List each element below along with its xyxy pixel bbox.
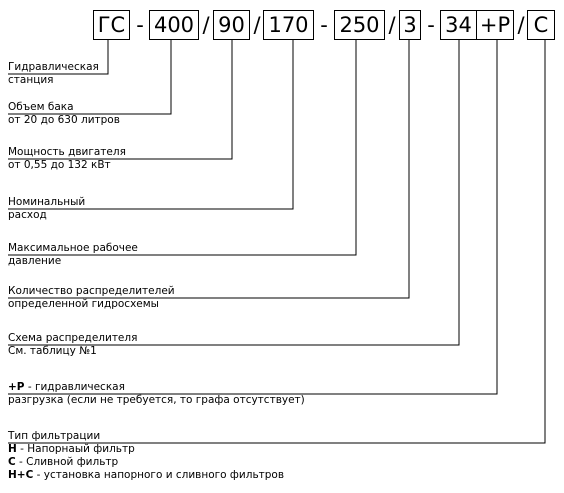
code-separator: -: [136, 12, 144, 37]
label-unload: [8, 381, 305, 407]
label-line: См. таблицу №1: [8, 345, 97, 357]
code-box-tank: 400: [149, 10, 199, 40]
code-box-pressure: 250: [334, 10, 385, 40]
code-separator: /: [253, 12, 261, 37]
label-line: Объем бака: [8, 101, 74, 113]
label-flow: [8, 196, 85, 222]
filter-title: Тип фильтрации: [8, 430, 101, 442]
label-line: от 0,55 до 132 кВт: [8, 159, 111, 171]
filter-code: Н: [8, 443, 17, 455]
label-line: Схема распределителя: [8, 332, 138, 344]
label-line: от 20 до 630 литров: [8, 114, 120, 126]
label-motor: [8, 146, 126, 172]
filter-item: [8, 443, 284, 456]
code-separator: /: [517, 12, 525, 37]
label-distributor-scheme: [8, 332, 137, 358]
label-line: Номинальный: [8, 196, 86, 208]
label-line: расход: [8, 209, 47, 221]
code-box-filter: С: [527, 10, 555, 40]
filter-code: Н+С: [8, 469, 34, 481]
filter-item: [8, 456, 284, 469]
label-line: Гидравлическая: [8, 61, 99, 73]
label-tank: [8, 101, 120, 127]
code-box-station: ГС: [93, 10, 130, 40]
filter-text: - Напорнаый фильтр: [16, 443, 135, 455]
code-separator: -: [427, 12, 435, 37]
label-line: [8, 381, 305, 394]
label-line: определенной гидросхемы: [8, 298, 159, 310]
code-box-distributor-scheme: 34: [440, 10, 477, 40]
unload-code: +Р: [8, 381, 25, 393]
filter-code: С: [8, 456, 16, 468]
code-separator: /: [202, 12, 210, 37]
filter-item: [8, 469, 284, 482]
code-box-motor: 90: [213, 10, 250, 40]
label-distributors-count: [8, 285, 175, 311]
code-box-unload: +Р: [476, 10, 514, 40]
filter-text: - установка напорного и сливного фильтров: [33, 469, 285, 481]
label-filter: [8, 430, 284, 482]
label-line: Максимальное рабочее: [8, 242, 138, 254]
filter-text: - Сливной фильтр: [15, 456, 119, 468]
label-line: Количество распределителей: [8, 285, 175, 297]
label-line: разгрузка (если не требуется, то графа отсутствует): [8, 394, 305, 406]
code-separator: -: [320, 12, 328, 37]
unload-text: - гидравлическая: [24, 381, 125, 393]
code-box-distributors-count: 3: [399, 10, 421, 40]
label-line: станция: [8, 74, 54, 86]
connector-motor: [8, 40, 232, 159]
label-line: давление: [8, 255, 62, 267]
label-line: Мощность двигателя: [8, 146, 126, 158]
code-box-flow: 170: [263, 10, 314, 40]
code-separator: /: [388, 12, 396, 37]
label-station: [8, 61, 99, 87]
label-pressure: [8, 242, 138, 268]
